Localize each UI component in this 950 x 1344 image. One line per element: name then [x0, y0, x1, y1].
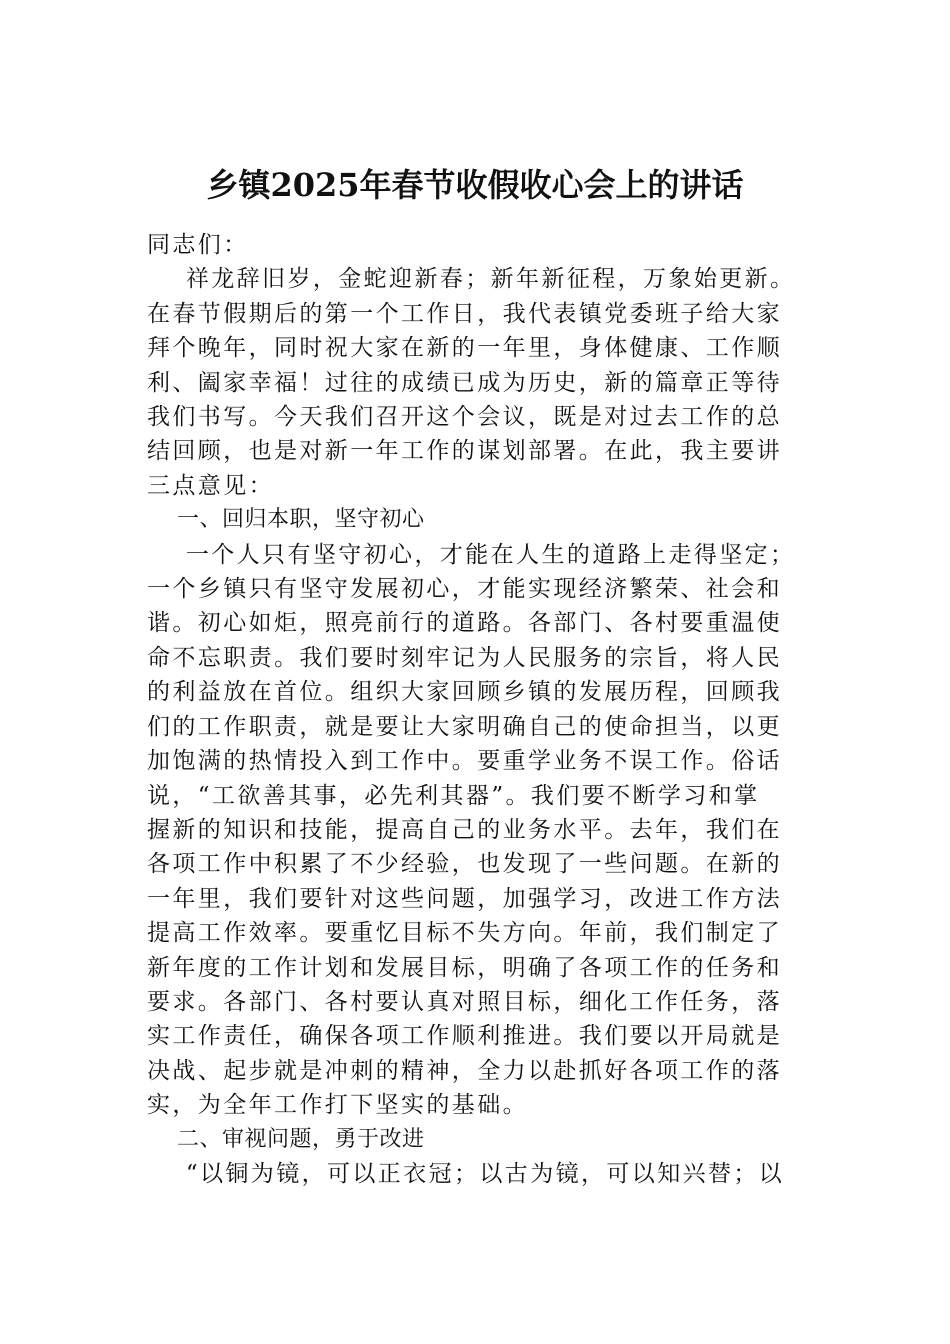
- body-line: 在春节假期后的第一个工作日，我代表镇党委班子给大家: [147, 300, 782, 327]
- body-line: 新年度的工作计划和发展目标，明确了各项工作的任务和: [147, 954, 782, 981]
- body-line: 提高工作效率。要重忆目标不失方向。年前，我们制定了: [147, 920, 782, 947]
- body-line: 加饱满的热情投入到工作中。要重学业务不误工作。俗话: [147, 748, 782, 775]
- body-line: 祥龙辞旧岁，金蛇迎新春；新年新征程，万象始更新。: [147, 266, 796, 293]
- body-line: 一个乡镇只有坚守发展初心，才能实现经济繁荣、社会和: [147, 576, 782, 603]
- body-line: 谐。初心如炬，照亮前行的道路。各部门、各村要重温使: [147, 610, 782, 637]
- body-line: 说，“工欲善其事，必先利其器”。我们要不断学习和掌: [147, 782, 760, 809]
- body-line: 实工作责任，确保各项工作顺利推进。我们要以开局就是: [147, 1023, 782, 1050]
- body-line: 各项工作中积累了不少经验，也发现了一些问题。在新的: [147, 851, 782, 878]
- body-line: 拜个晚年，同时祝大家在新的一年里，身体健康、工作顺: [147, 335, 782, 362]
- body-line: 决战、起步就是冲刺的精神，全力以赴抓好各项工作的落: [147, 1057, 782, 1084]
- body-line: 实，为全年工作打下坚实的基础。: [147, 1092, 528, 1119]
- section-heading-2: 二、审视问题，勇于改进: [147, 1126, 425, 1152]
- body-line: 一个人只有坚守初心，才能在人生的道路上走得坚定；: [147, 541, 796, 568]
- section-heading-1: 一、回归本职，坚守初心: [147, 507, 425, 533]
- body-line: 结回顾，也是对新一年工作的谋划部署。在此，我主要讲: [147, 438, 782, 465]
- body-line: 利、阖家幸福！过往的成绩已成为历史，新的篇章正等待: [147, 369, 782, 396]
- body-line: 要求。各部门、各村要认真对照目标，细化工作任务，落: [147, 988, 782, 1015]
- body-line: 们的工作职责，就是要让大家明确自己的使命担当，以更: [147, 713, 782, 740]
- body-line: 握新的知识和技能，提高自己的业务水平。去年，我们在: [147, 816, 782, 843]
- body-line: 一年里，我们要针对这些问题，加强学习，改进工作方法: [147, 885, 782, 912]
- document-body: [147, 228, 807, 1191]
- body-line: 我们书写。今天我们召开这个会议，既是对过去工作的总: [147, 404, 782, 431]
- body-line: “以铜为镜，可以正衣冠；以古为镜，可以知兴替；以: [147, 1160, 785, 1187]
- body-line: 三点意见：: [147, 472, 274, 499]
- body-line: 的利益放在首位。组织大家回顾乡镇的发展历程，回顾我: [147, 679, 782, 706]
- salutation: 同志们：: [147, 232, 249, 258]
- body-line: 命不忘职责。我们要时刻牢记为人民服务的宗旨，将人民: [147, 644, 782, 671]
- document-title: 乡镇2025年春节收假收心会上的讲话: [206, 166, 744, 204]
